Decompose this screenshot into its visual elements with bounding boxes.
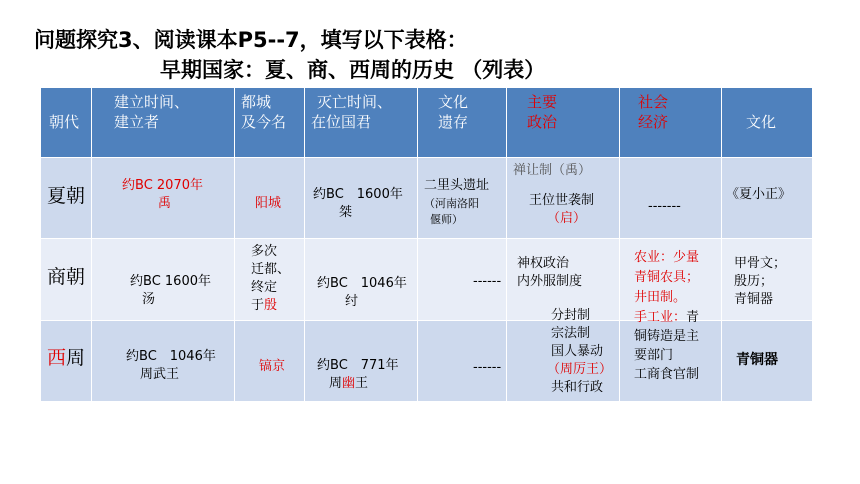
shang-culture bbox=[722, 239, 812, 320]
header-capital-line2: 及今名 bbox=[241, 113, 287, 131]
zhou-politics-line5: 共和行政 bbox=[551, 380, 604, 395]
header-capital bbox=[235, 88, 304, 157]
header-economy-line2: 经济 bbox=[638, 113, 669, 131]
header-politics bbox=[507, 88, 619, 157]
xia-fall-date: 约BC 1600年 bbox=[313, 187, 403, 202]
zhou-capital bbox=[235, 321, 304, 401]
shang-founding-date: 约BC 1600年 bbox=[130, 274, 211, 289]
shang-fall-ruler: 纣 bbox=[345, 294, 359, 309]
shang-capital-prefix: 于 bbox=[251, 298, 265, 313]
shang-culture-line2: 殷历； bbox=[734, 274, 774, 289]
shang-culture-line3: 青铜器 bbox=[734, 292, 774, 307]
xia-fall bbox=[305, 158, 417, 238]
zhou-fall-ruler-suffix: 王 bbox=[355, 376, 369, 391]
xia-founding-date-text: 约BC 2070 bbox=[122, 178, 190, 193]
zhou-politics-line4: （周厉王） bbox=[547, 362, 613, 377]
shang-capital-line3: 终定 bbox=[251, 280, 278, 295]
xia-fall-ruler: 桀 bbox=[339, 205, 353, 220]
xia-politics bbox=[507, 158, 619, 238]
xia-relics-line1: 二里头遗址 bbox=[424, 178, 490, 193]
shang-capital bbox=[235, 239, 304, 320]
header-founding-line1: 建立时间、 bbox=[114, 93, 190, 111]
shang-economy-line3: 井田制。 bbox=[634, 290, 687, 305]
header-politics-line1: 主要 bbox=[527, 93, 558, 111]
xia-founder: 禹 bbox=[158, 196, 172, 211]
zhou-culture-text: 青铜器 bbox=[736, 352, 778, 368]
header-capital-line1: 都城 bbox=[241, 93, 272, 111]
zhou-politics-line3: 国人暴动 bbox=[551, 344, 604, 359]
xia-founding-year-char: 年 bbox=[189, 178, 203, 193]
shang-capital-line4 bbox=[251, 297, 277, 314]
xia-relics bbox=[418, 158, 506, 238]
shang-culture-line1: 甲骨文； bbox=[734, 256, 787, 271]
shang-economy bbox=[620, 239, 721, 320]
xia-culture bbox=[722, 158, 812, 238]
shang-capital-name: 殷 bbox=[264, 298, 278, 313]
xia-founding-date bbox=[122, 177, 203, 194]
zhou-politics-line2: 宗法制 bbox=[551, 326, 591, 341]
shang-dynasty bbox=[41, 239, 91, 320]
zhou-relics bbox=[418, 321, 506, 401]
header-fall-line1: 灭亡时间、 bbox=[317, 93, 393, 111]
shang-founding bbox=[92, 239, 234, 320]
header-culture bbox=[722, 88, 812, 157]
zhou-politics bbox=[507, 308, 619, 401]
zhou-dynasty-suffix: 周 bbox=[66, 347, 86, 369]
xia-relics-line2: （河南洛阳 bbox=[424, 197, 479, 210]
zhou-founder: 周武王 bbox=[140, 367, 180, 382]
zhou-economy bbox=[620, 310, 721, 401]
zhou-capital-name: 镐京 bbox=[259, 359, 286, 374]
zhou-economy-line4: 工商食官制 bbox=[634, 367, 700, 382]
shang-relics-text: ------ bbox=[473, 274, 502, 289]
zhou-founding-date: 约BC 1046年 bbox=[126, 349, 216, 364]
xia-capital-name: 阳城 bbox=[255, 196, 282, 211]
xia-politics-line3: （启） bbox=[547, 211, 587, 226]
zhou-relics-text: ------ bbox=[473, 360, 502, 375]
header-founding-line2: 建立者 bbox=[114, 113, 160, 131]
header-fall-line2: 在位国君 bbox=[311, 113, 372, 131]
header-politics-line2: 政治 bbox=[527, 113, 558, 131]
zhou-fall-ruler bbox=[329, 375, 368, 392]
shang-founder: 汤 bbox=[142, 292, 156, 307]
zhou-dynasty-prefix: 西 bbox=[47, 347, 67, 369]
xia-relics-line3: 偃师） bbox=[430, 213, 463, 226]
header-economy bbox=[620, 88, 721, 157]
zhou-politics-line1: 分封制 bbox=[551, 308, 591, 323]
zhou-economy-line1-tail: 青 bbox=[686, 310, 700, 325]
shang-politics-line1: 神权政治 bbox=[517, 256, 570, 271]
zhou-dynasty-name bbox=[47, 347, 86, 369]
shang-fall-date: 约BC 1046年 bbox=[317, 276, 407, 291]
xia-economy-text: ------- bbox=[648, 199, 681, 214]
xia-dynasty bbox=[41, 158, 91, 238]
header-fall bbox=[305, 88, 417, 157]
xia-economy bbox=[620, 158, 721, 238]
header-founding bbox=[92, 88, 234, 157]
zhou-fall-ruler-prefix: 周 bbox=[329, 376, 343, 391]
shang-economy-line1: 农业：少量 bbox=[634, 250, 700, 265]
xia-dynasty-name: 夏朝 bbox=[47, 185, 86, 207]
header-dynasty-text: 朝代 bbox=[49, 113, 80, 131]
shang-economy-line2: 青铜农具； bbox=[634, 270, 700, 285]
zhou-fall-ruler-name: 幽 bbox=[342, 376, 356, 391]
zhou-founding bbox=[92, 321, 234, 401]
zhou-dynasty bbox=[41, 321, 91, 401]
xia-politics-line2: 王位世袭制 bbox=[529, 193, 595, 208]
header-relics bbox=[418, 88, 506, 157]
shang-capital-line1: 多次 bbox=[251, 244, 278, 259]
xia-capital bbox=[235, 158, 304, 238]
zhou-fall-date: 约BC 771年 bbox=[317, 358, 399, 373]
zhou-economy-line2: 铜铸造是主 bbox=[634, 329, 700, 344]
xia-politics-line1: 禅让制（禹） bbox=[513, 163, 592, 178]
zhou-economy-line3: 要部门 bbox=[634, 348, 674, 363]
xia-founding bbox=[92, 158, 234, 238]
shang-capital-line2: 迁都、 bbox=[251, 262, 291, 277]
zhou-fall bbox=[305, 321, 417, 401]
header-economy-line1: 社会 bbox=[638, 93, 669, 111]
shang-dynasty-name: 商朝 bbox=[47, 266, 86, 288]
title-line-2: 早期国家：夏、商、西周的历史 （列表） bbox=[160, 58, 546, 82]
zhou-culture bbox=[722, 321, 812, 401]
header-culture-text: 文化 bbox=[746, 113, 777, 131]
zhou-economy-line1 bbox=[634, 309, 699, 326]
header-relics-line1: 文化 bbox=[438, 93, 469, 111]
header-dynasty bbox=[41, 88, 91, 157]
shang-politics-line2: 内外服制度 bbox=[517, 274, 583, 289]
xia-culture-text: 《夏小正》 bbox=[726, 187, 792, 202]
title-line-1: 问题探究3、阅读课本P5--7，填写以下表格： bbox=[34, 28, 468, 52]
header-relics-line2: 遗存 bbox=[438, 113, 469, 131]
shang-relics bbox=[418, 239, 506, 320]
zhou-economy-label: 手工业： bbox=[634, 310, 687, 325]
shang-fall bbox=[305, 239, 417, 320]
